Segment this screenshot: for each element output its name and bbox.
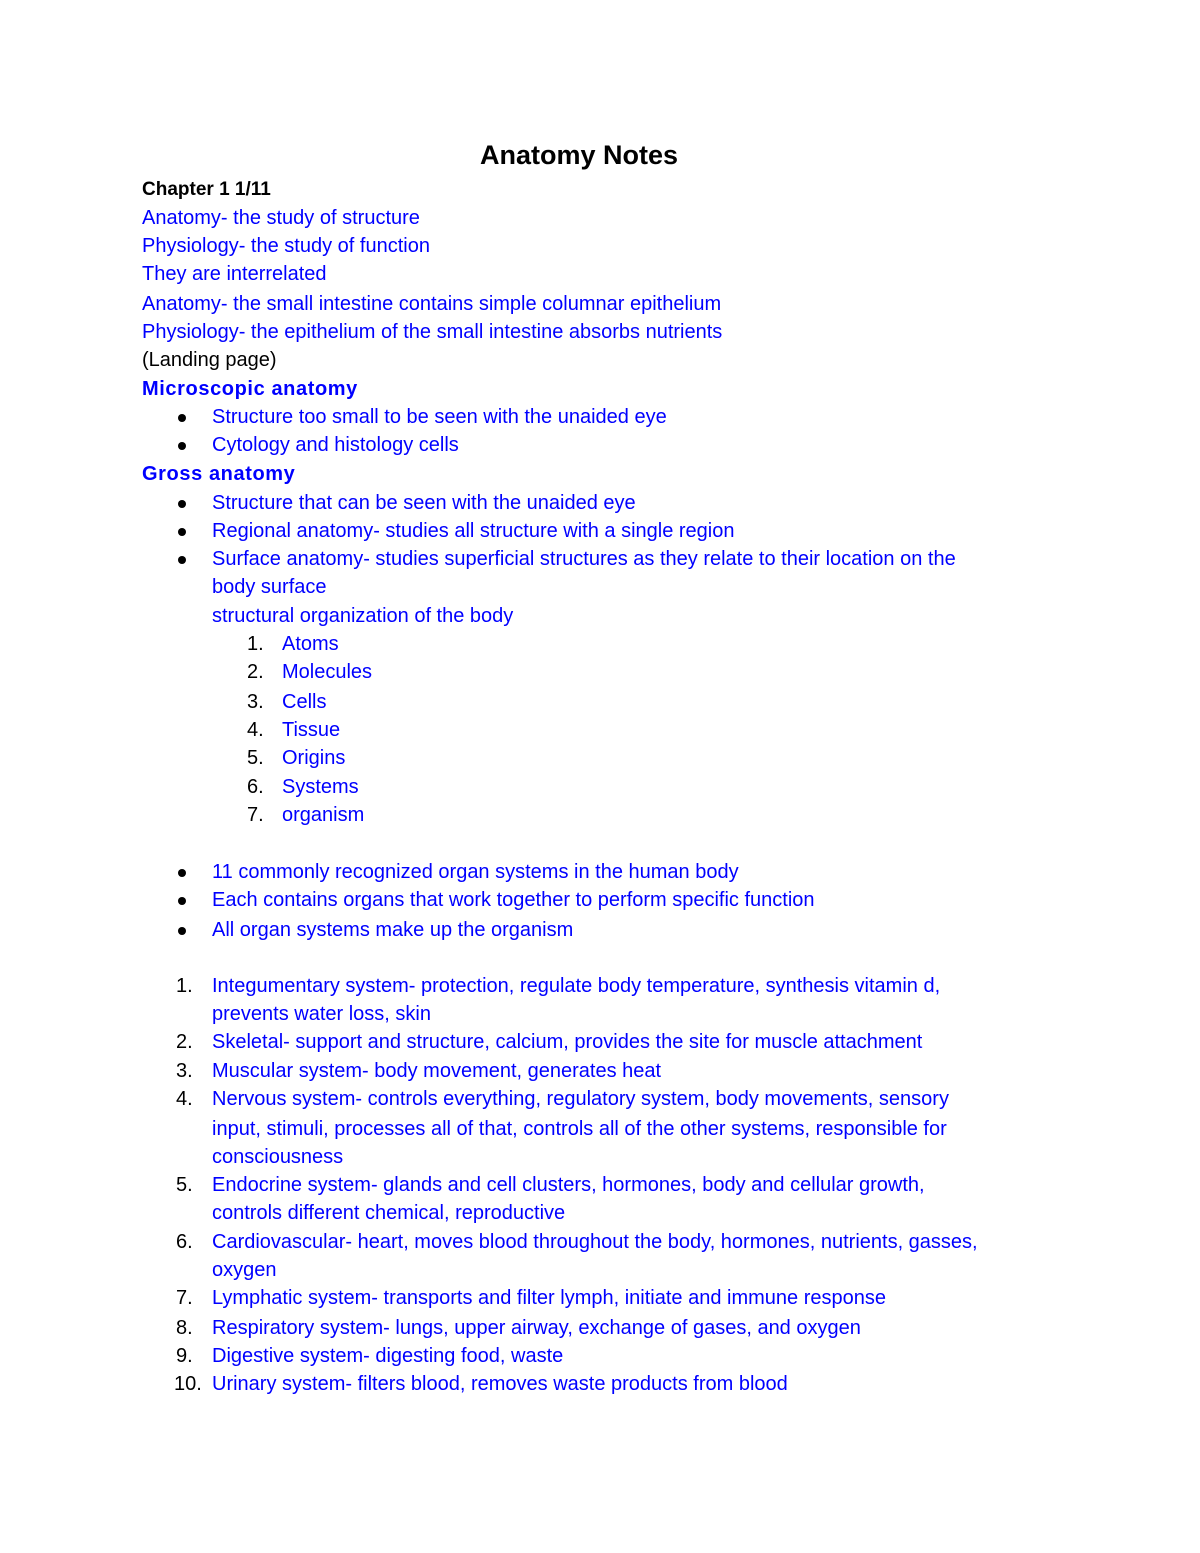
list-number: 9. [176, 1345, 193, 1367]
intro-line: Physiology- the study of function [142, 235, 430, 257]
list-item-continuation: body surface [212, 576, 327, 598]
list-item: Regional anatomy- studies all structure with a single region [212, 520, 735, 542]
system-item-continuation: oxygen [212, 1259, 277, 1281]
list-number: 2. [247, 661, 264, 683]
list-item: 11 commonly recognized organ systems in the human body [212, 861, 739, 883]
list-number: 1. [176, 975, 193, 997]
level-item: Origins [282, 747, 346, 769]
list-number: 5. [247, 747, 264, 769]
list-item: Each contains organs that work together to perform specific function [212, 889, 815, 911]
system-item: Nervous system- controls everything, regulatory system, body movements, sensory [212, 1088, 949, 1110]
system-item: Respiratory system- lungs, upper airway, exchange of gases, and oxygen [212, 1317, 861, 1339]
intro-line: Physiology- the epithelium of the small intestine absorbs nutrients [142, 321, 723, 343]
system-item: Digestive system- digesting food, waste [212, 1345, 564, 1367]
list-item: Surface anatomy- studies superficial structures as they relate to their location on the [212, 548, 956, 570]
level-item: Cells [282, 691, 327, 713]
level-item: Molecules [282, 661, 373, 683]
list-number: 4. [247, 719, 264, 741]
gross-heading: Gross anatomy [142, 463, 296, 485]
list-item: Structure that can be seen with the unaided eye [212, 492, 636, 514]
intro-line: Anatomy- the study of structure [142, 207, 420, 229]
chapter-heading: Chapter 1 1/11 [142, 179, 271, 200]
system-item-continuation: prevents water loss, skin [212, 1003, 431, 1025]
level-item: Systems [282, 776, 359, 798]
bullet-icon [178, 528, 186, 536]
bullet-icon [178, 500, 186, 508]
bullet-icon [178, 897, 186, 905]
intro-line: They are interrelated [142, 263, 327, 285]
bullet-icon [178, 556, 186, 564]
list-item: All organ systems make up the organism [212, 919, 574, 941]
page-title: Anatomy Notes [479, 140, 679, 170]
list-item: Structure too small to be seen with the unaided eye [212, 406, 667, 428]
list-number: 7. [247, 804, 264, 826]
system-item: Muscular system- body movement, generates heat [212, 1060, 662, 1082]
list-number: 4. [176, 1088, 193, 1110]
organization-heading: structural organization of the body [212, 605, 514, 627]
list-number: 6. [176, 1231, 193, 1253]
list-number: 7. [176, 1287, 193, 1309]
system-item: Integumentary system- protection, regulate body temperature, synthesis vitamin d, [212, 975, 941, 997]
list-number: 8. [176, 1317, 193, 1339]
list-number: 10. [174, 1373, 202, 1395]
list-number: 3. [176, 1060, 193, 1082]
system-item-continuation: controls different chemical, reproductive [212, 1202, 566, 1224]
level-item: Tissue [282, 719, 341, 741]
system-item: Lymphatic system- transports and filter lymph, initiate and immune response [212, 1287, 886, 1309]
bullet-icon [178, 442, 186, 450]
system-item: Urinary system- filters blood, removes waste products from blood [212, 1373, 788, 1395]
system-item: Skeletal- support and structure, calcium, provides the site for muscle attachment [212, 1031, 923, 1053]
level-item: Atoms [282, 633, 339, 655]
system-item: Endocrine system- glands and cell clusters, hormones, body and cellular growth, [212, 1174, 925, 1196]
system-item-continuation: input, stimuli, processes all of that, controls all of the other systems, responsible for [212, 1118, 947, 1140]
bullet-icon [178, 414, 186, 422]
list-number: 6. [247, 776, 264, 798]
list-number: 5. [176, 1174, 193, 1196]
bullet-icon [178, 869, 186, 877]
list-number: 2. [176, 1031, 193, 1053]
bullet-icon [178, 927, 186, 935]
system-item: Cardiovascular- heart, moves blood throughout the body, hormones, nutrients, gasses, [212, 1231, 978, 1253]
list-number: 1. [247, 633, 264, 655]
list-number: 3. [247, 691, 264, 713]
intro-line: Anatomy- the small intestine contains simple columnar epithelium [142, 293, 722, 315]
microscopic-heading: Microscopic anatomy [142, 378, 358, 400]
level-item: organism [282, 804, 365, 826]
system-item-continuation: consciousness [212, 1146, 344, 1168]
list-item: Cytology and histology cells [212, 434, 459, 456]
landing-note: (Landing page) [142, 349, 277, 371]
